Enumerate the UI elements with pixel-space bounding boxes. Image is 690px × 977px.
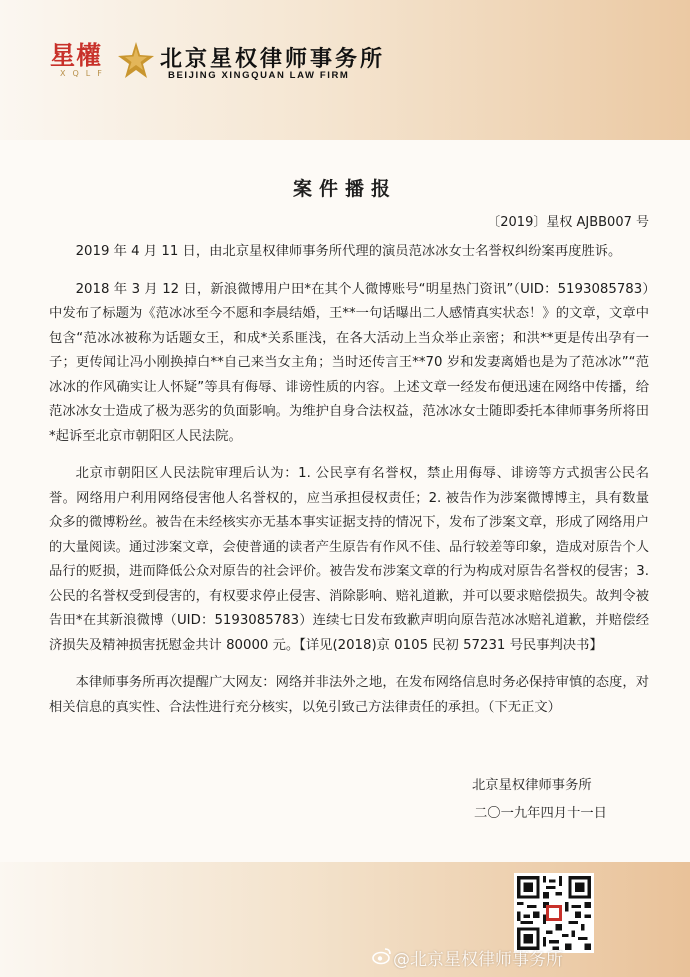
signature-block — [472, 772, 607, 828]
logo-mark-latin: XQLF — [60, 69, 109, 78]
weibo-watermark: @北京星权律师事务所 — [393, 950, 563, 970]
logo-mark: 星權 — [50, 41, 103, 70]
paragraph: 2018 年 3 月 12 日，新浪微博用户田*在其个人微博账号“明星热门资讯”（UID：5193085783）中发布了标题为《范冰冰至今不愿和李晨结婚，王**一句话曝出二人感情真实状态！》的文章，文章中包含“范冰冰被称为话题女王，和成*关系匪浅，在各大活动上当众举止亲密；和洪**更是传出孕有一子；更传闻让冯小刚换掉白**自己来当女主角；当时还传言王**70 岁和发妻离婚也是为了范冰冰”“范冰冰的作风确实让人怀疑”等具有侮辱、诽谤性质的内容。上述文章一经发布便迅速在网络中传播，给范冰冰女士造成了极为恶劣的负面影响。为维护自身合法权益，范冰冰女士随即委托本律师事务所将田*起诉至北京市朝阳区人民法院。 — [49, 281, 649, 444]
firm-name-chinese: 北京星权律师事务所 — [160, 47, 386, 72]
paragraph: 本律师事务所再次提醒广大网友：网络并非法外之地，在发布网络信息时务必保持审慎的态度，对相关信息的真实性、合法性进行充分核实，以免引致己方法律责任的承担。（下无正文） — [49, 675, 649, 715]
qr-code-icon — [514, 873, 594, 953]
firm-logo — [50, 36, 386, 88]
document-body — [49, 240, 649, 733]
paragraph: 北京市朝阳区人民法院审理后认为：1. 公民享有名誉权，禁止用侮辱、诽谤等方式损害公民名誉。网络用户利用网络侵害他人名誉权的，应当承担侵权责任；2. 被告作为涉案微博博主，具有数量众多的微博粉丝。被告在未经核实亦无基本事实证据支持的情况下，发布了涉案文章，形成了网络用户的大量阅读。通过涉案文章，会使普通的读者产生原告有作风不佳、品行较差等印象，造成对原告个人品行的贬损，进而降低公众对原告的社会评价。被告发布涉案文章的行为构成对原告名誉权的侵害；3. 公民的名誉权受到侵害的，有权要求停止侵害、消除影响、赔礼道歉，并可以要求赔偿损失。故判令被告田*在其新浪微博（UID：5193085783）连续七日发布致歉声明向原告范冰冰赔礼道歉，并赔偿经济损失及精神损害抚慰金共计 80000 元。【详见(2018)京 0105 民初 57231 号民事判决书】 — [49, 466, 649, 653]
document-title: 案件播报 — [292, 178, 397, 200]
signature-date: 二〇一九年四月十一日 — [474, 806, 607, 821]
case-number: 〔2019〕星权 AJBB007 号 — [487, 215, 649, 230]
paragraph: 2019 年 4 月 11 日，由北京星权律师事务所代理的演员范冰冰女士名誉权纠纷案再度胜诉。 — [75, 244, 622, 259]
star-icon — [116, 40, 156, 80]
firm-name-english: BEIJING XINGQUAN LAW FIRM — [168, 70, 350, 81]
signature-firm: 北京星权律师事务所 — [472, 778, 592, 793]
weibo-icon — [372, 947, 392, 965]
